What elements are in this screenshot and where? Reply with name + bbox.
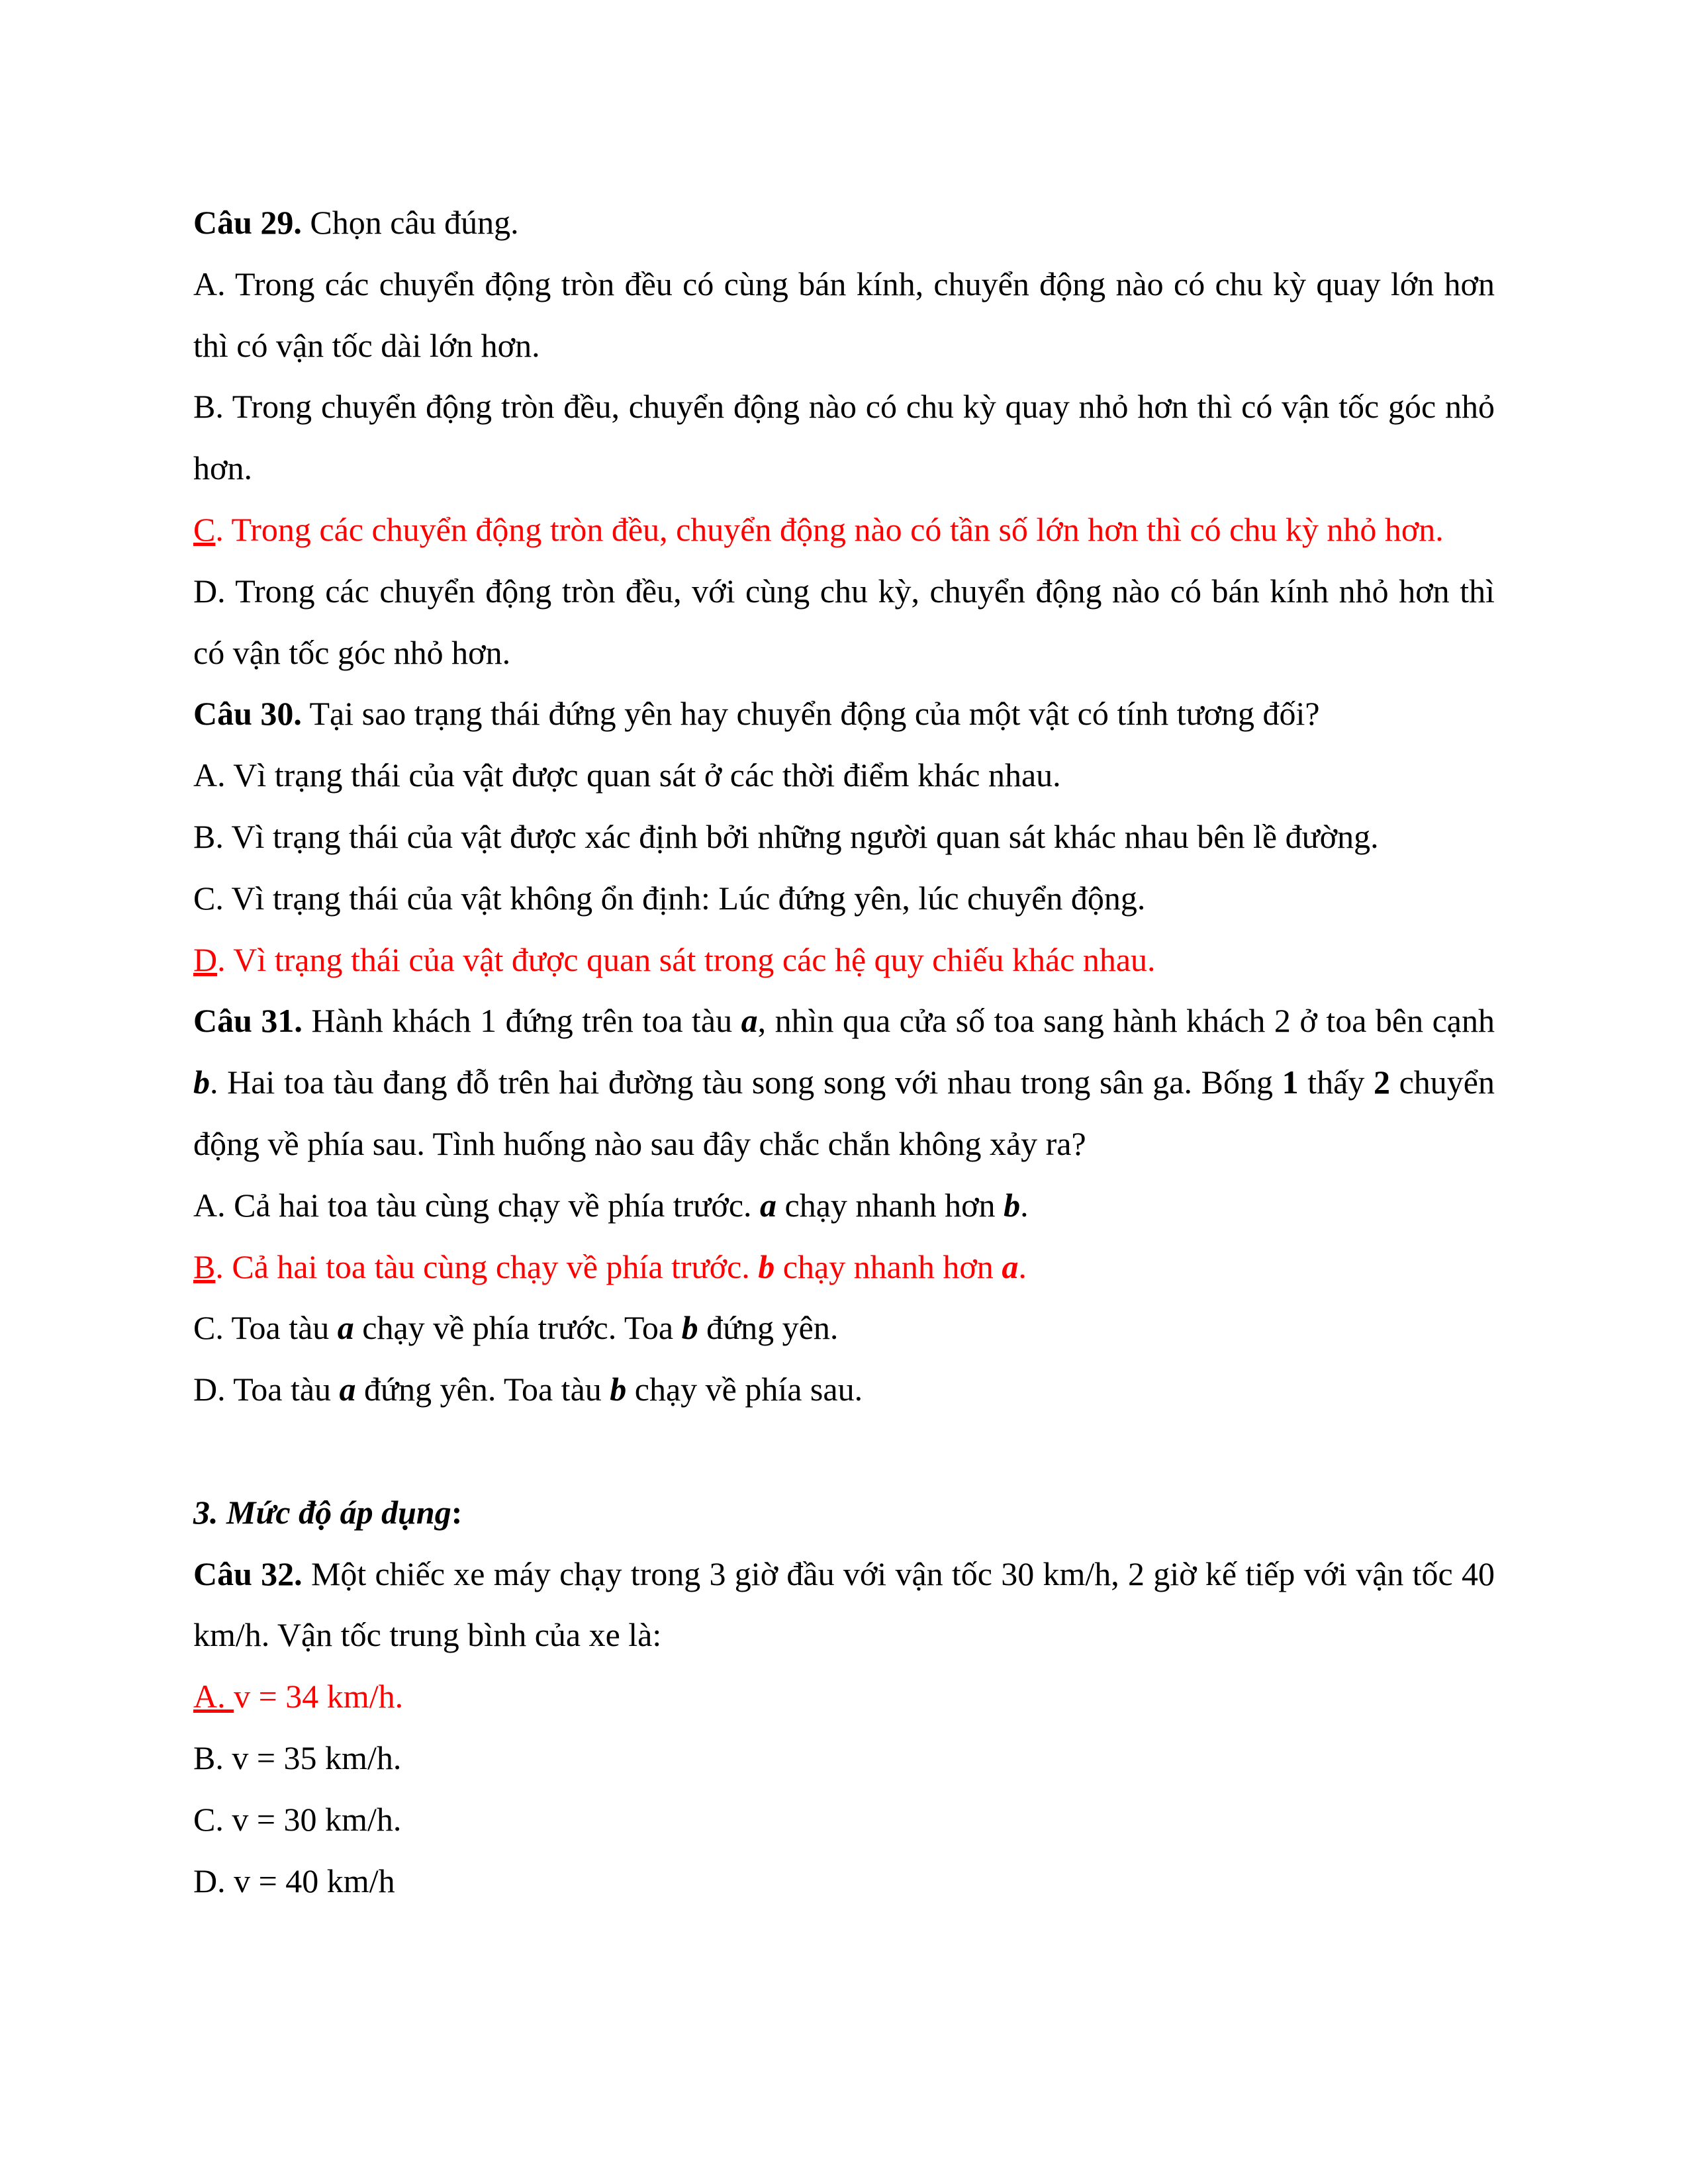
question-text: Một chiếc xe máy chạy trong 3 giờ đầu với vận tốc 30 km/h, 2 giờ kế tiếp với vận tốc 40 km/h. Vận tốc trung bình của xe là: [193, 1555, 1495, 1654]
option-text: chạy về phía sau. [626, 1371, 863, 1408]
question-text: Hành khách 1 đứng trên toa tàu [302, 1002, 741, 1040]
q29-option-b: B. Trong chuyển động tròn đều, chuyển động nào có chu kỳ quay nhỏ hơn thì có vận tốc góc nhỏ hơn. [193, 388, 1495, 487]
question-31 [193, 990, 1495, 1174]
answer-text: . Vì trạng thái của vật được quan sát trong các hệ quy chiếu khác nhau. [217, 940, 1156, 978]
answer-letter: C [193, 510, 216, 548]
q31-option-b-correct [193, 1236, 1495, 1298]
answer-text: . Trong các chuyển động tròn đều, chuyển động nào có tần số lớn hơn thì có chu kỳ nhỏ hơn. [215, 510, 1444, 548]
answer-text: chạy nhanh hơn [774, 1248, 1002, 1285]
section-heading [193, 1482, 1495, 1543]
q31-option-d [193, 1359, 1495, 1420]
option-text: đứng yên. Toa tàu [355, 1371, 610, 1408]
option-text: C. Toa tàu [193, 1309, 338, 1347]
var-b: b [681, 1309, 698, 1347]
q32-option-b: B. v = 35 km/h. [193, 1739, 402, 1776]
question-text: , nhìn qua cửa số toa sang hành khách 2 ở toa bên cạnh [757, 1002, 1495, 1040]
q32-option-a-correct [193, 1666, 1495, 1727]
q29-option-d: D. Trong các chuyển động tròn đều, với cùng chu kỳ, chuyển động nào có bán kính nhỏ hơn thì có vận tốc góc nhỏ hơn. [193, 572, 1495, 671]
answer-text: . [1018, 1248, 1027, 1285]
section-heading-colon: : [451, 1493, 463, 1531]
answer-text: v = 34 km/h. [234, 1678, 404, 1715]
question-text: . Hai toa tàu đang đỗ trên hai đường tàu song song với nhau trong sân ga. Bống [210, 1064, 1282, 1101]
var-b: b [1004, 1186, 1021, 1224]
option-text: đứng yên. [698, 1309, 839, 1347]
q29-option-a: A. Trong các chuyển động tròn đều có cùng bán kính, chuyển động nào có chu kỳ quay lớn hơn thì có vận tốc dài lớn hơn. [193, 265, 1495, 364]
answer-text: . Cả hai toa tàu cùng chạy về phía trước. [215, 1248, 759, 1285]
q31-option-c [193, 1297, 1495, 1359]
option-text: . [1020, 1186, 1029, 1224]
var-a: a [337, 1309, 354, 1347]
num-2: 2 [1373, 1064, 1390, 1101]
q30-option-d-correct [193, 929, 1495, 991]
q32-option-d: D. v = 40 km/h [193, 1862, 395, 1899]
var-b: b [193, 1064, 210, 1101]
option-text: chạy nhanh hơn [776, 1186, 1004, 1224]
question-text: thấy [1298, 1064, 1374, 1101]
question-label: Câu 29. [193, 204, 302, 241]
option-text: chạy về phía trước. Toa [353, 1309, 682, 1347]
section-heading-text: 3. Mức độ áp dụng [193, 1493, 451, 1531]
question-label: Câu 30. [193, 695, 302, 733]
var-b: b [610, 1371, 627, 1408]
q30-option-b: B. Vì trạng thái của vật được xác định bởi những người quan sát khác nhau bên lề đường. [193, 817, 1379, 855]
var-b: b [758, 1248, 775, 1285]
option-text: D. Toa tàu [193, 1371, 340, 1408]
question-30 [193, 683, 1495, 745]
question-text: Chọn câu đúng. [301, 204, 519, 241]
answer-letter: B [193, 1248, 216, 1285]
question-text: chuyển động về phía sau. Tình huống nào sau đây chắc chắn không xảy ra? [193, 1064, 1495, 1162]
var-a: a [760, 1186, 777, 1224]
answer-letter: D [193, 940, 218, 978]
q30-option-c: C. Vì trạng thái của vật không ổn định: Lúc đứng yên, lúc chuyển động. [193, 879, 1146, 917]
document-page [193, 192, 1495, 1911]
question-32 [193, 1543, 1495, 1666]
q29-option-c-correct [193, 499, 1495, 561]
question-text: Tại sao trạng thái đứng yên hay chuyển động của một vật có tính tương đối? [301, 695, 1320, 733]
question-29 [193, 192, 1495, 253]
answer-letter: A. [193, 1678, 234, 1715]
var-a: a [339, 1371, 356, 1408]
option-text: A. Cả hai toa tàu cùng chạy về phía trước. [193, 1186, 761, 1224]
question-label: Câu 31. [193, 1002, 303, 1040]
var-a: a [1002, 1248, 1019, 1285]
num-1: 1 [1282, 1064, 1299, 1101]
q31-option-a [193, 1175, 1495, 1236]
question-label: Câu 32. [193, 1555, 303, 1592]
var-a: a [741, 1002, 758, 1040]
q30-option-a: A. Vì trạng thái của vật được quan sát ở các thời điểm khác nhau. [193, 756, 1061, 794]
q32-option-c: C. v = 30 km/h. [193, 1800, 402, 1838]
